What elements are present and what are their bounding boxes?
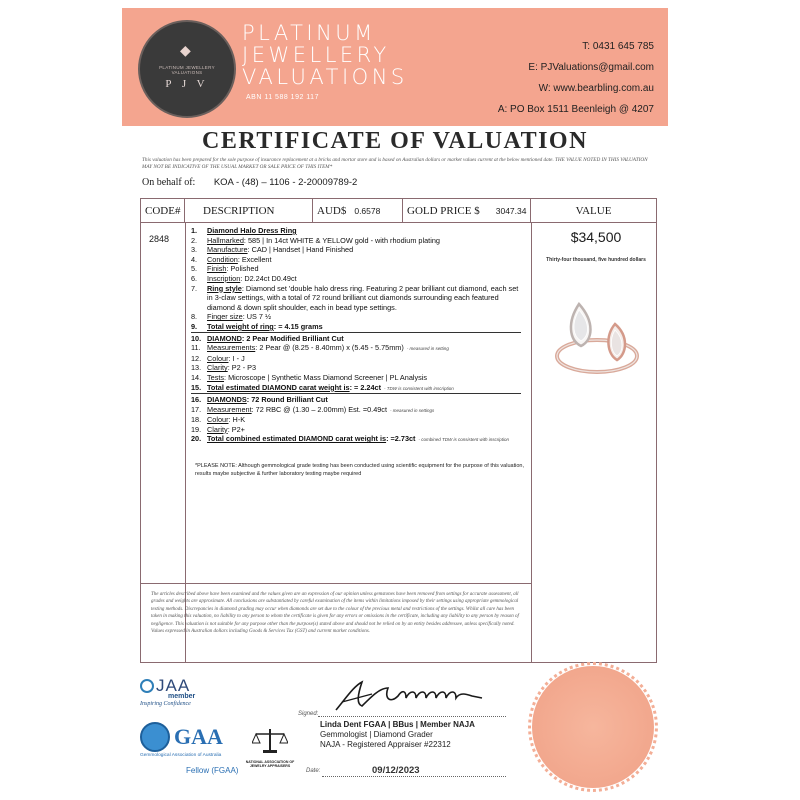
website: W: www.bearbling.com.au [538, 83, 654, 94]
item-text [207, 395, 521, 405]
legal-footnote: The articles described above have been examined and the values given are an expression of our opinion unless gemstones have been removed from settings for accurate assessment, all grades and weights are approximate. All conclusions are substantiated by careful examination of the items within limitations imposed by their settings using appropriate gemmological testing methods. Discrepancies in diamond grading may occur when diamonds are set due to the colour of the precious metal and restrictions of the settings. Whilst all care has been taken in making this valuation, no liability to any person to whom the certificate is given for any errors or omissions in the certificate, including any liability to any person by reason of negligence. This valuation is not suitable for any purpose other than the purpose(s) stated above and should not be relied on by an entity besides addressee, unless specifically noted. Values expressed in Australian dollars including Goods & Services Tax (GST) and current market conditions. [151, 592, 519, 635]
item-number: 11. [191, 343, 201, 353]
value-amount: $34,500 [570, 229, 622, 245]
item-text [207, 255, 521, 265]
gaa-fellow: Fellow (FGAA) [186, 766, 239, 775]
item-label: Inscription [207, 273, 241, 283]
valuation-table [140, 198, 657, 663]
embossed-seal [532, 666, 654, 788]
signer-registration: NAJA - Registered Appraiser #22312 [320, 740, 451, 749]
phone: T: 0431 645 785 [582, 41, 654, 52]
item-value: : US 7 ½ [242, 312, 272, 322]
item-note: - combined TDW is consistent with inscription [418, 437, 510, 443]
item-label: Measurement [207, 404, 252, 414]
item-number: 19. [191, 424, 202, 434]
page-title: CERTIFICATE OF VALUATION [202, 128, 588, 154]
list-item [191, 373, 521, 383]
logo-name: PLATINUM JEWELLERY VALUATIONS [159, 65, 215, 75]
item-text [207, 373, 521, 383]
list-item [191, 264, 521, 274]
list-item [191, 226, 521, 236]
item-value: : 2 Pear Modified Brilliant Cut [241, 333, 344, 343]
item-note: - measured in settings [390, 407, 435, 413]
item-note: - measured in setting [406, 346, 449, 352]
email: E: PJValuations@gmail.com [528, 62, 654, 73]
item-code: 2848 [149, 234, 170, 244]
item-number: 18. [191, 415, 202, 425]
item-note: - TDW is consistent with inscription [384, 385, 454, 391]
brand-line-3: VALUATIONS [242, 65, 408, 89]
item-label: DIAMONDS [207, 395, 247, 405]
scales-icon [252, 727, 288, 755]
list-item [191, 255, 521, 265]
item-label: Clarity [207, 424, 228, 434]
item-number: 5. [191, 264, 198, 274]
item-text [207, 405, 521, 416]
item-text [207, 383, 521, 394]
item-text [207, 245, 521, 255]
item-text [207, 354, 521, 364]
item-text [207, 284, 521, 313]
gaa-emblem-icon [140, 722, 170, 752]
item-number: 3. [191, 245, 198, 255]
list-item [191, 343, 521, 354]
signer-block [320, 720, 475, 750]
item-text [207, 334, 521, 344]
header-code: CODE# [141, 199, 185, 222]
item-value: : Diamond set 'double halo dress ring. Featuring 2 pear brilliant cut diamond, each set in 3-claw settings, with a total of 72 round brilliant cut diamonds surrounding each featured diamond & down split shoulder, each in bead type settings. [207, 283, 519, 312]
item-text [207, 322, 521, 332]
item-number: 10. [191, 333, 202, 343]
item-value: : 72 Round Brilliant Cut [246, 395, 328, 405]
gaa-text: GAA [174, 724, 223, 749]
diamond-icon: ◆ [180, 42, 191, 58]
list-item [191, 405, 521, 416]
item-number: 20. [191, 434, 202, 444]
header-aud [313, 199, 403, 222]
item-text [207, 264, 521, 274]
list-item [191, 363, 521, 373]
brand-line-1: PLATINUM [242, 21, 376, 45]
item-number: 16. [191, 395, 202, 405]
list-item [191, 322, 521, 333]
item-label: Manufacture [207, 245, 248, 255]
list-item [191, 395, 521, 405]
item-label: Condition [207, 254, 238, 264]
gold-value: 3047.34 [495, 205, 527, 216]
item-number: 6. [191, 273, 198, 283]
jaa-text: JAA [156, 676, 191, 695]
aud-label: AUD$ [317, 204, 347, 217]
date-line [322, 776, 506, 777]
item-value: : P2 - P3 [227, 363, 257, 373]
item-text [207, 425, 521, 435]
item-label: Hallmarked [207, 235, 244, 245]
item-value: : =2.73ct [386, 434, 416, 444]
item-text [207, 236, 521, 246]
date-value: 09/12/2023 [372, 765, 420, 776]
jaa-logo [140, 676, 195, 707]
item-label: Total combined estimated DIAMOND carat weight is [207, 434, 387, 444]
aud-value: 0.6578 [354, 205, 381, 216]
ring-photo [549, 294, 645, 384]
gold-label: GOLD PRICE $ [407, 204, 480, 217]
item-text [207, 312, 521, 322]
signed-label: Signed: [298, 711, 319, 717]
address: A: PO Box 1511 Beenleigh @ 4207 [497, 104, 654, 115]
signature [332, 676, 492, 716]
signer-name: Linda Dent FGAA | BBus | Member NAJA [320, 720, 475, 729]
gaa-logo [140, 722, 238, 775]
item-number: 14. [191, 372, 202, 382]
list-item [191, 312, 521, 322]
please-note: *PLEASE NOTE: Although gemmological grade testing has been conducted using scientific equipment for the purpose of this valuation, results maybe subjective & further laboratory testing maybe required [195, 463, 524, 477]
item-text [207, 434, 521, 445]
reference-code: KOA - (48) – 1106 - 2-20009789-2 [213, 177, 358, 188]
list-item [191, 415, 521, 425]
item-text [207, 226, 521, 236]
item-value: : Excellent [237, 254, 272, 264]
pjv-logo [138, 20, 236, 118]
list-item [191, 245, 521, 255]
item-number: 13. [191, 363, 202, 373]
item-number: 9. [191, 321, 198, 331]
item-value: : Polished [226, 264, 259, 274]
item-label: Total weight of ring [207, 321, 274, 331]
date-label: Date: [306, 768, 321, 774]
item-value: : CAD | Handset | Hand Finished [247, 245, 354, 255]
item-value: : H-K [228, 415, 246, 425]
value-words: Thirty-four thousand, five hundred dollars [546, 257, 646, 263]
gaa-subtitle: Gemmological Association of Australia [140, 753, 222, 758]
item-number: 7. [191, 283, 198, 293]
list-item [191, 425, 521, 435]
najaa-logo [240, 727, 300, 768]
contact-block [498, 36, 654, 120]
list-item [191, 334, 521, 344]
on-behalf-label: On behalf of: [142, 177, 196, 188]
najaa-text: NATIONAL ASSOCIATION OF JEWELRY APPRAISERS [245, 760, 295, 768]
item-value: : I - J [228, 353, 245, 363]
item-value: : P2+ [227, 424, 245, 434]
item-value: : 72 RBC @ (1.30 – 2.00mm) Est. =0.49ct [251, 404, 387, 414]
item-label: DIAMOND [207, 333, 242, 343]
item-label: Colour [207, 415, 229, 425]
item-label: Measurements [207, 343, 256, 353]
jaa-member: member [168, 693, 196, 700]
header-divider [141, 222, 656, 223]
item-number: 17. [191, 404, 202, 414]
item-list [191, 226, 521, 445]
item-label: Clarity [207, 363, 228, 373]
col-divider-2 [531, 222, 532, 662]
item-value: : = 2.24ct [349, 382, 382, 392]
item-text [207, 343, 521, 354]
item-label: Ring style [207, 283, 242, 293]
item-label: Total estimated DIAMOND carat weight is [207, 382, 350, 392]
header-value: VALUE [575, 204, 612, 217]
item-value: : Microscope | Synthetic Mass Diamond Screener | PL Analysis [224, 372, 428, 382]
logo-initials: P J V [165, 78, 209, 90]
list-item [191, 284, 521, 313]
header-gold-price [403, 199, 531, 222]
item-label: Tests [207, 372, 225, 382]
jaa-tagline: Inspiring Confidence [140, 701, 191, 707]
list-item [191, 274, 521, 284]
item-value: : 2 Pear @ (8.25 - 8.40mm) x (5.45 - 5.75mm) [255, 343, 404, 353]
item-number: 2. [191, 235, 198, 245]
item-value: : 585 | In 14ct WHITE & YELLOW gold - with rhodium plating [243, 235, 440, 245]
item-number: 8. [191, 312, 198, 322]
item-number: 1. [191, 226, 198, 235]
item-number: 4. [191, 254, 198, 264]
jaa-icon [140, 679, 154, 693]
footnote-divider [141, 583, 531, 584]
header-description: DESCRIPTION [185, 199, 313, 222]
signer-title: Gemmologist | Diamond Grader [320, 730, 433, 739]
item-label: Finish [207, 264, 227, 274]
item-value: : D2.24ct D0.49ct [240, 273, 297, 283]
item-number: 12. [191, 353, 202, 363]
on-behalf [142, 177, 357, 188]
letterhead [122, 8, 668, 126]
item-text [207, 415, 521, 425]
item-number: 15. [191, 382, 202, 392]
item-label: Diamond Halo Dress Ring [207, 226, 297, 235]
list-item [191, 236, 521, 246]
list-item [191, 434, 521, 445]
item-text [207, 274, 521, 284]
abn: ABN 11 588 192 117 [246, 94, 319, 101]
item-label: Finger size [207, 312, 243, 322]
item-label: Colour [207, 353, 229, 363]
list-item [191, 383, 521, 395]
brand-line-2: JEWELLERY [242, 43, 390, 67]
disclaimer: This valuation has been prepared for the sole purpose of insurance replacement at a bricks and mortar store and is based on Australian dollars or market values current at the below mentioned date. THE VALUE NOTED IN THIS VALUATION MAY NOT BE INDICATIVE OF THE USUAL MARKET OR SALE PRICE OF THIS ITEM* [142, 157, 648, 170]
signature-line [318, 716, 506, 717]
brand-name [242, 22, 408, 88]
item-text [207, 363, 521, 373]
item-value: : = 4.15 grams [273, 321, 323, 331]
list-item [191, 354, 521, 364]
